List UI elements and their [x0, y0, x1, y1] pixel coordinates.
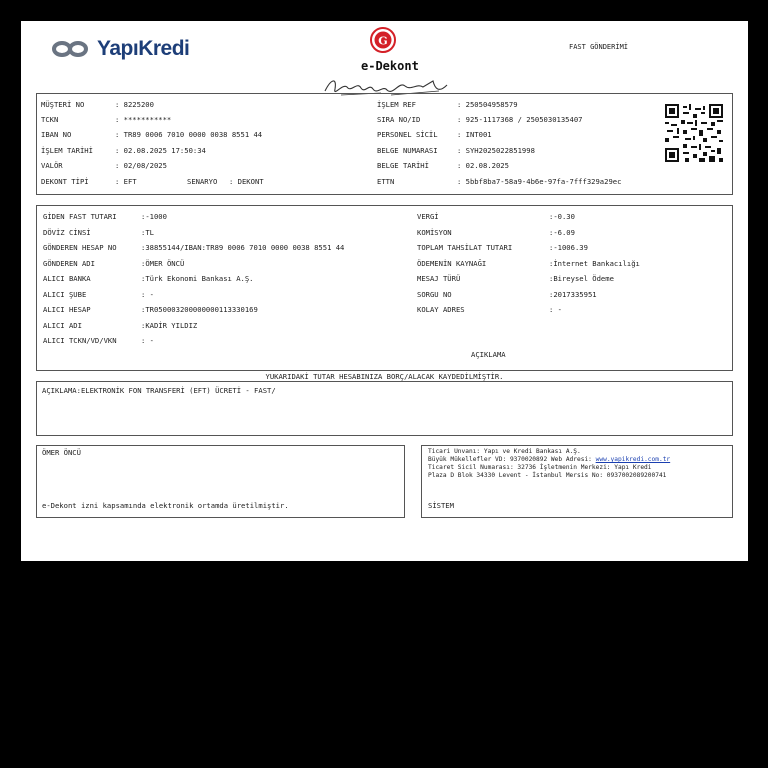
alici-hesap-value: :TR050003200000000113330169	[141, 305, 258, 314]
alici-tckn-label: ALICI TCKN/VD/VKN	[43, 336, 117, 345]
aciklama-heading: AÇIKLAMA	[471, 350, 506, 359]
aciklama-text: AÇIKLAMA:ELEKTRONİK FON TRANSFERİ (EFT) ÜCRETİ - FAST/	[42, 386, 276, 395]
islem-ref-label: İŞLEM REF	[377, 100, 416, 109]
giden-tutar-value: :-1000	[141, 212, 167, 221]
alici-adi-value: :KADİR YILDIZ	[141, 321, 198, 330]
senaryo-label: SENARYO	[187, 177, 218, 186]
aciklama-box	[36, 381, 733, 436]
personel-label: PERSONEL SİCİL	[377, 130, 438, 139]
sorgu-no-label: SORGU NO	[417, 290, 452, 299]
personel-value: : INT001	[457, 130, 492, 139]
doviz-label: DÖVİZ CİNSİ	[43, 228, 91, 237]
brand-name: YapıKredi	[97, 37, 190, 60]
alici-sube-value: : -	[141, 290, 154, 299]
gonderen-adi-label: GÖNDEREN ADI	[43, 259, 95, 268]
tckn-label: TCKN	[41, 115, 59, 124]
musteri-no-value: : 8225200	[115, 100, 154, 109]
iban-value: : TR89 0006 7010 0000 0038 8551 44	[115, 130, 263, 139]
ettn-label: ETTN	[377, 177, 395, 186]
dekont-tipi-value: : EFT	[115, 177, 137, 186]
giden-tutar-label: GİDEN FAST TUTARI	[43, 212, 117, 221]
mesaj-turu-label: MESAJ TÜRÜ	[417, 274, 461, 283]
belge-no-label: BELGE NUMARASI	[377, 146, 438, 155]
bank-registry-line: Ticaret Sicil Numarası: 32736 İşletmenin Merkezi: Yapı Kredi	[428, 464, 652, 471]
mesaj-turu-value: :Bireysel Ödeme	[549, 274, 614, 283]
customer-name: ÖMER ÖNCÜ	[42, 448, 81, 457]
iban-label: IBAN NO	[41, 130, 72, 139]
musteri-no-label: MÜŞTERİ NO	[41, 100, 85, 109]
receipt-page	[21, 21, 748, 561]
bank-info-box	[421, 445, 733, 518]
toplam-tahsilat-value: :-1006.39	[549, 243, 588, 252]
bank-tax-line: Büyük Mükellefler VD: 9370020892 Web Adresi: www.yapikredi.com.tr	[428, 456, 671, 463]
bank-website-link[interactable]: www.yapikredi.com.tr	[595, 456, 671, 463]
alici-adi-label: ALICI ADI	[43, 321, 82, 330]
odeme-kaynagi-label: ÖDEMENİN KAYNAĞI	[417, 259, 487, 268]
system-label: SİSTEM	[428, 501, 454, 510]
sorgu-no-value: :2017335951	[549, 290, 597, 299]
banner-row	[36, 371, 733, 381]
toplam-tahsilat-label: TOPLAM TAHSİLAT TUTARI	[417, 243, 513, 252]
brand-infinity-icon	[51, 38, 93, 60]
odeme-kaynagi-value: :İnternet Bankacılığı	[549, 259, 640, 268]
customer-footer-box	[36, 445, 405, 518]
document-type: FAST GÖNDERİMİ	[569, 43, 629, 51]
gonderen-adi-value: :ÖMER ÖNCÜ	[141, 259, 185, 268]
customer-info-box	[36, 93, 733, 195]
valor-label: VALÖR	[41, 161, 63, 170]
bank-title: Ticari Unvanı: Yapı ve Kredi Bankası A.Ş.	[428, 448, 581, 455]
sira-no-value: : 925-1117368 / 2505030135407	[457, 115, 583, 124]
kolay-adres-label: KOLAY ADRES	[417, 305, 465, 314]
ettn-value: : 5bbf8ba7-58a9-4b6e-97fa-7fff329a29ec	[457, 177, 622, 186]
tckn-value: : ***********	[115, 115, 172, 124]
senaryo-value: : DEKONT	[229, 177, 264, 186]
yapikredi-logo	[51, 37, 189, 61]
e-dekont-note: e-Dekont izni kapsamında elektronik ortamda üretilmiştir.	[42, 501, 289, 510]
gonderen-hesap-label: GÖNDEREN HESAP NO	[43, 243, 117, 252]
alici-hesap-label: ALICI HESAP	[43, 305, 91, 314]
valor-value: : 02/08/2025	[115, 161, 167, 170]
belge-tarihi-label: BELGE TARİHİ	[377, 161, 429, 170]
qr-code-icon	[665, 104, 723, 162]
alici-tckn-value: : -	[141, 336, 154, 345]
kolay-adres-value: : -	[549, 305, 562, 314]
debit-credit-banner: YUKARIDAKİ TUTAR HESABINIZA BORÇ/ALACAK KAYDEDİLMİŞTİR.	[265, 372, 504, 381]
bank-address-line: Plaza D Blok 34330 Levent - İstanbul Mersis No: 0937002089200741	[428, 472, 667, 479]
komisyon-label: KOMİSYON	[417, 228, 452, 237]
vergi-label: VERGİ	[417, 212, 439, 221]
alici-sube-label: ALICI ŞUBE	[43, 290, 87, 299]
svg-text:G: G	[378, 34, 388, 48]
bank-seal-icon	[370, 26, 396, 56]
gonderen-hesap-value: :38855144/IBAN:TR89 0006 7010 0000 0038 8551 44	[141, 243, 345, 252]
belge-no-value: : SYH2025022851998	[457, 146, 535, 155]
doviz-value: :TL	[141, 228, 154, 237]
document-title: e-Dekont	[361, 59, 419, 73]
alici-banka-label: ALICI BANKA	[43, 274, 91, 283]
alici-banka-value: :Türk Ekonomi Bankası A.Ş.	[141, 274, 254, 283]
vergi-value: :-0.30	[549, 212, 575, 221]
islem-ref-value: : 250504958579	[457, 100, 518, 109]
sira-no-label: SIRA NO/ID	[377, 115, 421, 124]
islem-tarihi-label: İŞLEM TARİHİ	[41, 146, 93, 155]
dekont-tipi-label: DEKONT TİPİ	[41, 177, 89, 186]
komisyon-value: :-6.09	[549, 228, 575, 237]
islem-tarihi-value: : 02.08.2025 17:50:34	[115, 146, 206, 155]
transaction-detail-box	[36, 205, 733, 371]
belge-tarihi-value: : 02.08.2025	[457, 161, 509, 170]
